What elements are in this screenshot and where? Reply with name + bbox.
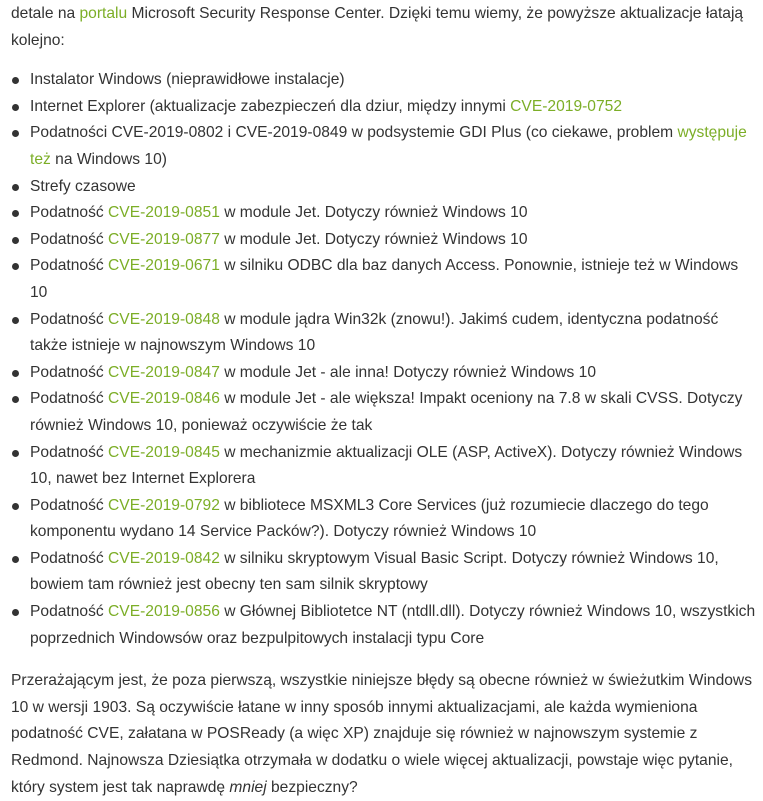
- cve-link[interactable]: CVE-2019-0842: [108, 549, 220, 567]
- cve-link[interactable]: CVE-2019-0671: [108, 257, 220, 275]
- emphasis-mniej: mniej: [229, 778, 267, 796]
- cve-link[interactable]: CVE-2019-0856: [108, 603, 220, 621]
- cve-link[interactable]: CVE-2019-0877: [108, 230, 220, 248]
- list-item: Podatność CVE-2019-0671 w silniku ODBC dla baz danych Access. Ponownie, istnieje też w Windows 10: [11, 253, 756, 306]
- occurs-too-link[interactable]: występuje też: [30, 124, 747, 168]
- cve-link[interactable]: CVE-2019-0845: [108, 443, 220, 461]
- cve-link[interactable]: CVE-2019-0847: [108, 363, 220, 381]
- list-item: Podatność CVE-2019-0848 w module jądra Win32k (znowu!). Jakimś cudem, identyczna podatność także istnieje w najnowszym Windows 10: [11, 307, 756, 360]
- list-item: Podatność CVE-2019-0851 w module Jet. Dotyczy również Windows 10: [11, 200, 756, 227]
- list-item: Podatność CVE-2019-0792 w bibliotece MSXML3 Core Services (już rozumiecie dlaczego do tego komponentu wydano 14 Service Packów?). Dotyczy również Windows 10: [11, 493, 756, 546]
- cve-link[interactable]: CVE-2019-0851: [108, 204, 220, 222]
- list-item: Instalator Windows (nieprawidłowe instalacje): [11, 67, 756, 94]
- list-item: Podatność CVE-2019-0847 w module Jet - ale inna! Dotyczy również Windows 10: [11, 360, 756, 387]
- list-item: Podatność CVE-2019-0856 w Głównej Bibliotetce NT (ntdll.dll). Dotyczy również Windows 10, wszystkich poprzednich Windowsów oraz bezpulpitowych instalacji typu Core: [11, 599, 756, 652]
- list-item: Podatności CVE-2019-0802 i CVE-2019-0849 w podsystemie GDI Plus (co ciekawe, problem występuje też na Windows 10): [11, 120, 756, 173]
- article-body: [0, 1, 756, 801]
- cve-link[interactable]: CVE-2019-0752: [510, 97, 623, 115]
- list-item: Podatność CVE-2019-0877 w module Jet. Dotyczy również Windows 10: [11, 227, 756, 254]
- cve-link[interactable]: CVE-2019-0792: [108, 496, 220, 514]
- cve-link[interactable]: CVE-2019-0846: [108, 390, 220, 408]
- list-item: Strefy czasowe: [11, 174, 756, 201]
- cve-link[interactable]: CVE-2019-0848: [108, 310, 220, 328]
- update-list: [11, 67, 756, 652]
- list-item: Podatność CVE-2019-0846 w module Jet - ale większa! Impakt oceniony na 7.8 w skali CVSS. Dotyczy również Windows 10, ponieważ oczywiście że tak: [11, 386, 756, 439]
- list-item: Internet Explorer (aktualizacje zabezpieczeń dla dziur, między innymi CVE-2019-0752: [11, 94, 756, 121]
- list-item: Podatność CVE-2019-0845 w mechanizmie aktualizacji OLE (ASP, ActiveX). Dotyczy również Windows 10, nawet bez Internet Explorera: [11, 440, 756, 493]
- portal-link[interactable]: portalu: [79, 5, 128, 22]
- intro-paragraph: detale na portalu Microsoft Security Response Center. Dzięki temu wiemy, że powyższe aktualizacje łatają kolejno:: [11, 5, 744, 49]
- closing-paragraph: Przerażającym jest, że poza pierwszą, wszystkie niniejsze błędy są obecne również w świeżutkim Windows 10 w wersji 1903. Są oczywiście łatane w inny sposób innymi aktualizacjami, ale każda wymieniona podatność CVE, załatana w POSReady (a więc XP) znajduje się również w najnowszym systemie z Redmond. Najnowsza Dziesiątka otrzymała w dodatku o wiele więcej aktualizacji, powstaje więc pytanie, który system jest tak naprawdę mniej bezpieczny?: [11, 672, 752, 796]
- list-item: Podatność CVE-2019-0842 w silniku skryptowym Visual Basic Script. Dotyczy również Windows 10, bowiem tam również jest obecny ten sam silnik skryptowy: [11, 546, 756, 599]
